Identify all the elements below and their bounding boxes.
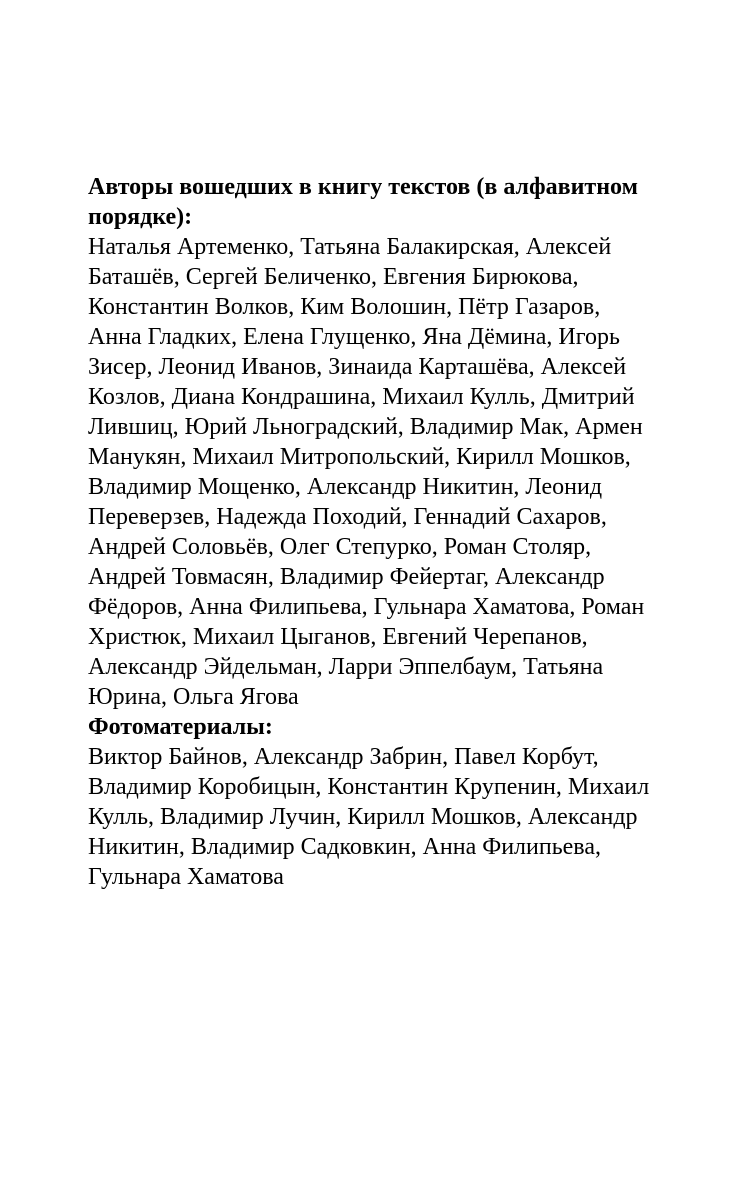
- authors-line: Андрей Соловьёв, Олег Степурко, Роман Столяр,: [88, 534, 592, 560]
- authors-line: Анна Гладких, Елена Глущенко, Яна Дёмина, Игорь: [88, 324, 620, 350]
- authors-line: Фёдоров, Анна Филипьева, Гульнара Хаматова, Роман: [88, 594, 645, 620]
- authors-line: Лившиц, Юрий Льноградский, Владимир Мак, Армен: [88, 414, 643, 440]
- authors-heading: [88, 172, 688, 232]
- photo-credits-line: Виктор Байнов, Александр Забрин, Павел Корбут,: [88, 744, 599, 770]
- authors-line: Владимир Мощенко, Александр Никитин, Леонид: [88, 474, 603, 500]
- authors-line: Наталья Артеменко, Татьяна Балакирская, Алексей: [88, 234, 612, 260]
- photo-credits-line: Кулль, Владимир Лучин, Кирилл Мошков, Александр: [88, 804, 638, 830]
- authors-line: Александр Эйдельман, Ларри Эппелбаум, Татьяна: [88, 654, 604, 680]
- authors-line: Христюк, Михаил Цыганов, Евгений Черепанов,: [88, 624, 588, 650]
- authors-line: Зисер, Леонид Иванов, Зинаида Карташёва, Алексей: [88, 354, 627, 380]
- page-content: [88, 172, 688, 892]
- photo-credits-line: Владимир Коробицын, Константин Крупенин, Михаил: [88, 774, 650, 800]
- authors-list: [88, 232, 688, 712]
- authors-line: Переверзев, Надежда Походий, Геннадий Сахаров,: [88, 504, 607, 530]
- authors-heading-line: порядке):: [88, 204, 193, 230]
- authors-line: Андрей Товмасян, Владимир Фейертаг, Александр: [88, 564, 605, 590]
- photo-credits-line: Гульнара Хаматова: [88, 864, 284, 890]
- authors-line: Константин Волков, Ким Волошин, Пётр Газаров,: [88, 294, 601, 320]
- authors-line: Козлов, Диана Кондрашина, Михаил Кулль, Дмитрий: [88, 384, 635, 410]
- photo-credits-line: Никитин, Владимир Садковкин, Анна Филипьева,: [88, 834, 601, 860]
- photo-credits-list: [88, 742, 688, 892]
- photo-heading: Фотоматериалы:: [88, 714, 273, 740]
- authors-line: Юрина, Ольга Ягова: [88, 684, 299, 710]
- authors-line: Баташёв, Сергей Беличенко, Евгения Бирюкова,: [88, 264, 579, 290]
- authors-heading-line: Авторы вошедших в книгу текстов (в алфавитном: [88, 174, 638, 200]
- authors-line: Манукян, Михаил Митропольский, Кирилл Мошков,: [88, 444, 631, 470]
